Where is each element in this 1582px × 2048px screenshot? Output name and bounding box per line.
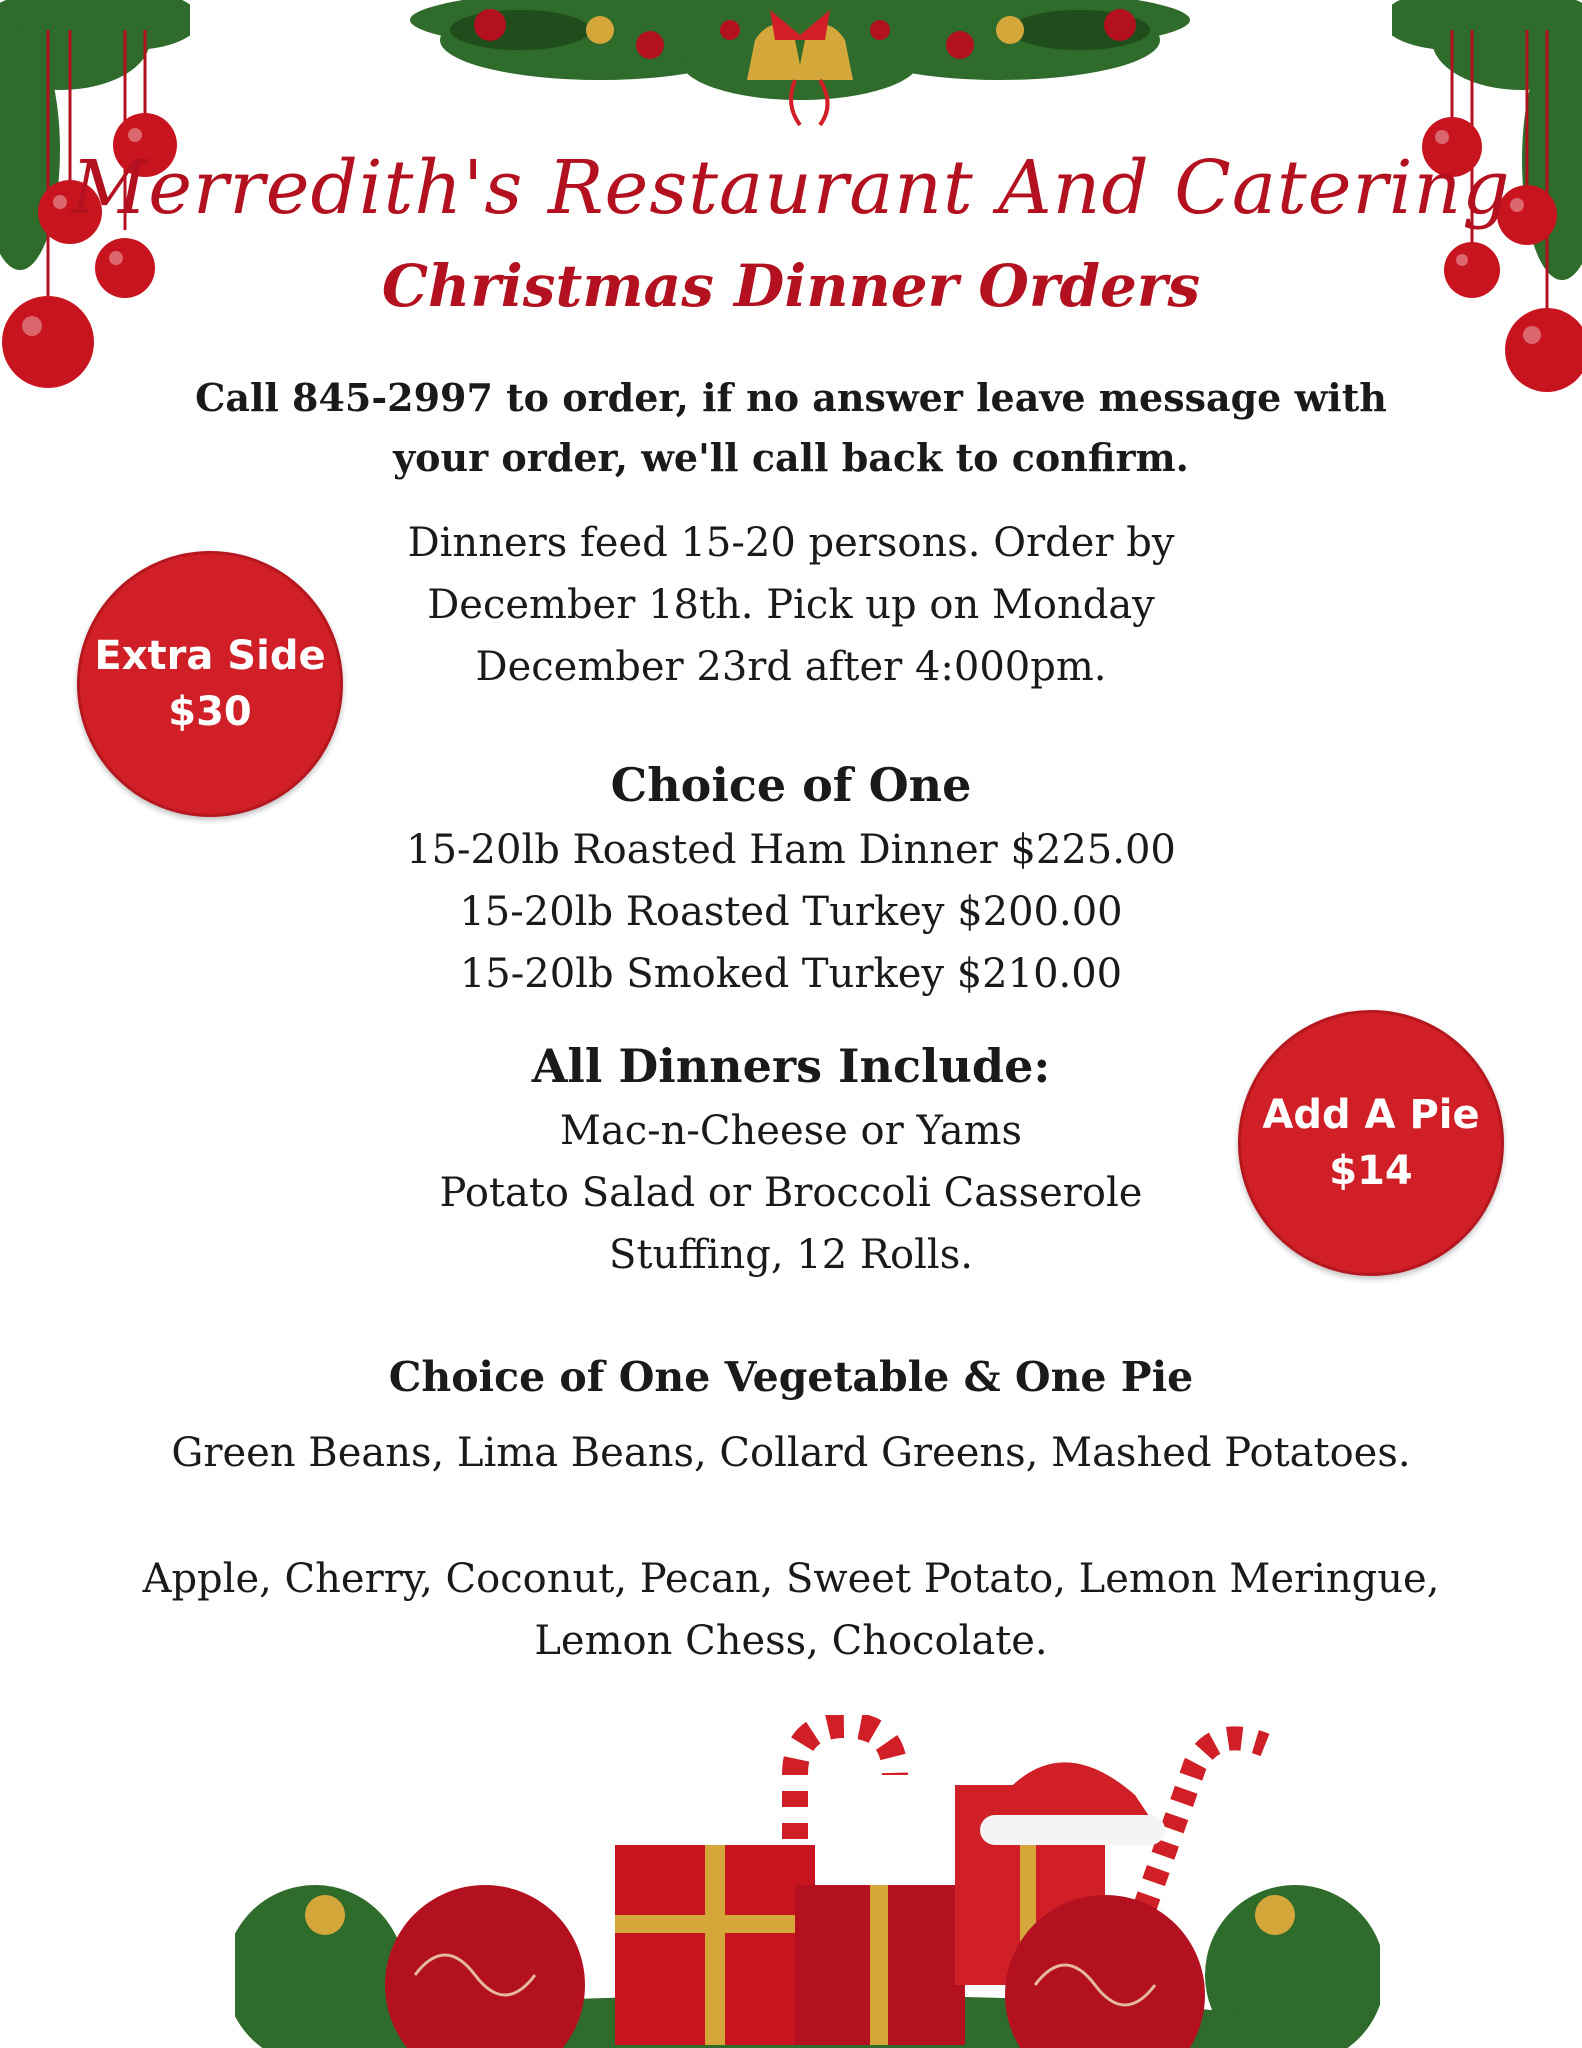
details-line-1: Dinners feed 15-20 persons. Order by [407, 520, 1175, 566]
choice-of-one-list [0, 819, 1582, 1005]
list-item: Stuffing, 12 Rolls. [609, 1232, 973, 1278]
call-line-2: your order, we'll call back to confirm. [393, 435, 1189, 480]
includes-heading: All Dinners Include: [531, 1039, 1051, 1093]
details-line-3: December 23rd after 4:000pm. [475, 644, 1107, 690]
garland-bells-icon [400, 0, 1200, 150]
extra-side-label: Extra Side [94, 633, 326, 679]
list-item: 15-20lb Smoked Turkey $210.00 [459, 951, 1123, 997]
vegetables-list: Green Beans, Lima Beans, Collard Greens, Mashed Potatoes. [171, 1430, 1411, 1476]
page-subtitle: Christmas Dinner Orders [381, 252, 1201, 320]
list-item: Mac-n-Cheese or Yams [559, 1108, 1023, 1154]
add-pie-price: $14 [1329, 1148, 1413, 1194]
includes-list [0, 1100, 1582, 1286]
details-line-2: December 18th. Pick up on Monday [427, 582, 1155, 628]
add-pie-label: Add A Pie [1262, 1092, 1480, 1138]
list-item: 15-20lb Roasted Ham Dinner $225.00 [406, 827, 1176, 873]
list-item: Potato Salad or Broccoli Casserole [439, 1170, 1143, 1216]
veg-pie-heading: Choice of One Vegetable & One Pie [388, 1353, 1194, 1401]
list-item: 15-20lb Roasted Turkey $200.00 [459, 889, 1123, 935]
pies-line-1: Apple, Cherry, Coconut, Pecan, Sweet Potato, Lemon Meringue, [142, 1556, 1440, 1602]
gifts-candy-canes-icon [235, 1715, 1380, 2048]
pies-list [0, 1548, 1582, 1672]
extra-side-price: $30 [168, 689, 252, 735]
restaurant-name: Merredith's Restaurant And Catering [71, 145, 1511, 231]
choice-of-one-heading: Choice of One [610, 758, 972, 812]
call-to-order [0, 368, 1582, 488]
call-line-1: Call 845-2997 to order, if no answer leave message with [195, 375, 1387, 420]
pies-line-2: Lemon Chess, Chocolate. [534, 1618, 1048, 1664]
